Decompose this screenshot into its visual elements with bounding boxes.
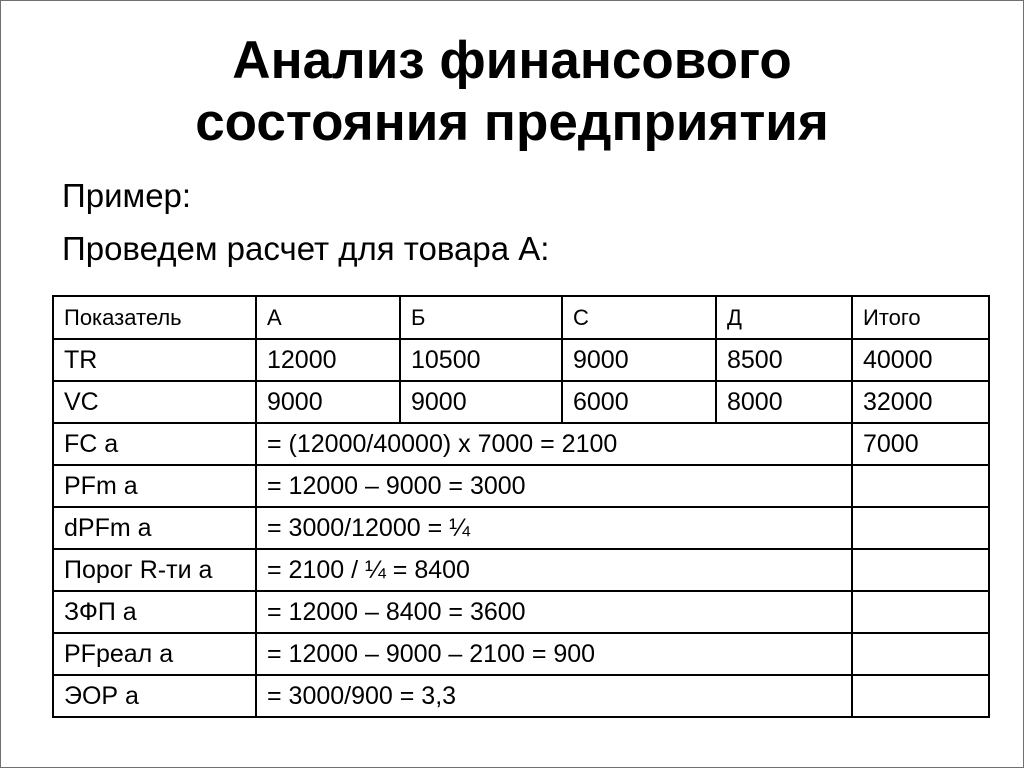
table-cell-total: 7000 [852, 423, 989, 465]
row-label: PFm а [53, 465, 256, 507]
table-row-tr [53, 339, 989, 381]
table-cell-total [852, 549, 989, 591]
table-row-zfp [53, 591, 989, 633]
table-cell-total [852, 633, 989, 675]
table-cell-total: 40000 [852, 339, 989, 381]
table-cell: 8000 [716, 381, 852, 423]
example-label: Пример: [62, 177, 192, 214]
table-cell: 10500 [400, 339, 562, 381]
table-row-dpfm [53, 507, 989, 549]
formula-cell: = 12000 – 9000 – 2100 = 900 [256, 633, 852, 675]
row-label: TR [53, 339, 256, 381]
table-cell-total [852, 675, 989, 717]
row-label: Порог R-ти а [53, 549, 256, 591]
table-row-threshold [53, 549, 989, 591]
table-cell-total [852, 465, 989, 507]
formula-cell: = 3000/12000 = ¼ [256, 507, 852, 549]
formula-cell: = 3000/900 = 3,3 [256, 675, 852, 717]
header-cell-d: Д [716, 296, 852, 339]
table-cell-total [852, 507, 989, 549]
row-label: ЗФП а [53, 591, 256, 633]
table-row-pfreal [53, 633, 989, 675]
table-cell-total [852, 591, 989, 633]
header-cell-a: А [256, 296, 400, 339]
header-cell-indicator: Показатель [53, 296, 256, 339]
row-label: dPFm а [53, 507, 256, 549]
header-cell-c: С [562, 296, 716, 339]
table-cell-total: 32000 [852, 381, 989, 423]
table-row-vc [53, 381, 989, 423]
formula-cell: = 12000 – 9000 = 3000 [256, 465, 852, 507]
header-cell-total: Итого [852, 296, 989, 339]
row-label: ЭОР а [53, 675, 256, 717]
calculation-intro: Проведем расчет для товара А: [62, 230, 550, 267]
title-line-1: Анализ финансового [232, 31, 792, 90]
table-cell: 6000 [562, 381, 716, 423]
formula-cell: = 2100 / ¼ = 8400 [256, 549, 852, 591]
row-label: FC а [53, 423, 256, 465]
row-label: VC [53, 381, 256, 423]
financial-analysis-table [52, 295, 990, 718]
row-label: PFреал а [53, 633, 256, 675]
formula-cell: = (12000/40000) х 7000 = 2100 [256, 423, 852, 465]
table-cell: 8500 [716, 339, 852, 381]
header-cell-b: Б [400, 296, 562, 339]
table-cell: 9000 [562, 339, 716, 381]
title-line-2: состояния предприятия [195, 93, 829, 152]
table-cell: 12000 [256, 339, 400, 381]
table-row-pfm [53, 465, 989, 507]
slide-title [0, 30, 1024, 154]
table-header-row [53, 296, 989, 339]
table-row-eor [53, 675, 989, 717]
formula-cell: = 12000 – 8400 = 3600 [256, 591, 852, 633]
table-cell: 9000 [400, 381, 562, 423]
table-row-fc [53, 423, 989, 465]
table-cell: 9000 [256, 381, 400, 423]
